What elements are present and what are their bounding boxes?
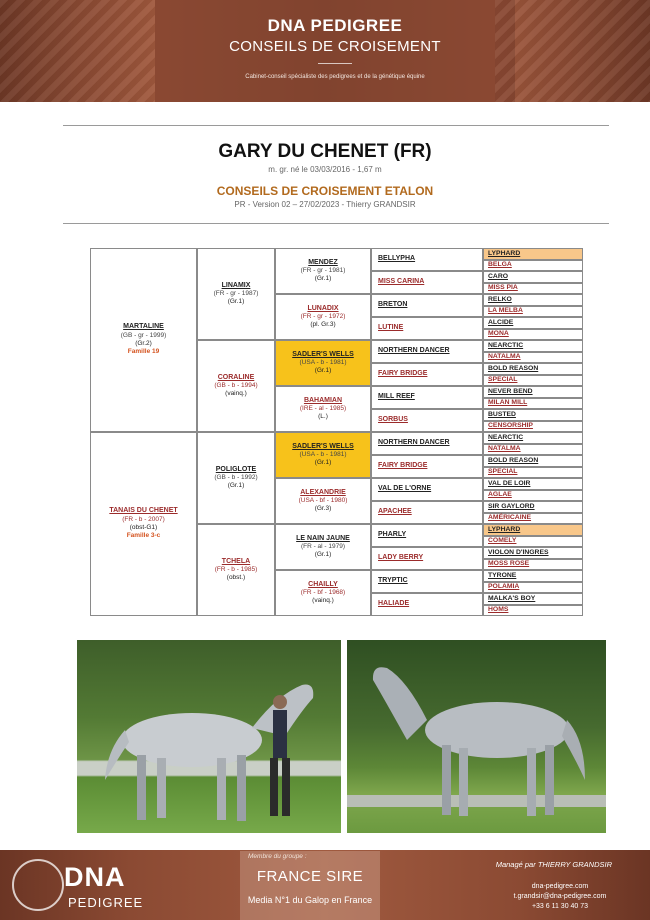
horse-detail: (FR - b - 1985) [214, 566, 258, 574]
horse-grade: (vainq.) [312, 597, 334, 605]
pedigree-cell-g2-0 [197, 248, 275, 340]
pedigree-cell-g3-3 [275, 386, 371, 432]
horse-family: Famille 19 [127, 348, 160, 356]
pedigree-cell-g5-24 [483, 524, 583, 536]
horse-name-cell: POLIGLOTE [215, 465, 257, 473]
pedigree-cell-g5-23 [483, 513, 583, 525]
bottom-divider [63, 223, 609, 224]
pedigree-cell-g2-2 [197, 432, 275, 524]
email-link[interactable]: t.grandsir@dna-pedigree.com [513, 893, 607, 900]
pedigree-cell-g4-14 [371, 570, 483, 593]
horse-name-cell: MILL REEF [378, 393, 415, 401]
horse-grade: (obst-G1) [129, 524, 158, 532]
pedigree-cell-g4-7 [371, 409, 483, 432]
pedigree-cell-g5-18 [483, 455, 583, 467]
pedigree-cell-g5-27 [483, 559, 583, 571]
pedigree-cell-g5-2 [483, 271, 583, 283]
horse-name-cell: VAL DE LOIR [488, 479, 531, 487]
horse-name-cell: BELLYPHA [378, 255, 416, 263]
horse-name-cell: CORALINE [217, 373, 255, 381]
pedigree-cell-g2-3 [197, 524, 275, 616]
horse-name-cell: BRETON [378, 301, 408, 309]
horse-name-cell: SADLER'S WELLS [292, 442, 354, 450]
top-divider [63, 125, 609, 126]
horse-name-cell: SORBUS [378, 416, 408, 424]
pedigree-cell-g4-15 [371, 593, 483, 616]
horse-name-cell: MOSS ROSE [488, 560, 530, 567]
pedigree-cell-g4-3 [371, 317, 483, 340]
horse-name-cell: TYRONE [488, 571, 517, 579]
horse-name-cell: MISS PIA [488, 284, 518, 291]
horse-detail: (USA - b - 1981) [299, 359, 347, 367]
horse-grade: (Gr.1) [314, 367, 332, 375]
horse-name-cell: TCHELA [221, 557, 251, 565]
horse-name-cell: MENDEZ [308, 258, 338, 266]
pedigree-cell-g5-7 [483, 329, 583, 341]
pedigree-cell-g4-4 [371, 340, 483, 363]
pedigree-cell-g5-17 [483, 444, 583, 456]
horse-name-cell: BUSTED [488, 410, 516, 418]
horse-name-cell: MALKA'S BOY [488, 594, 536, 602]
pedigree-cell-g5-1 [483, 260, 583, 272]
pedigree-cell-g5-28 [483, 570, 583, 582]
horse-photo-left [77, 640, 341, 833]
horse-name-cell: BOLD REASON [488, 364, 539, 372]
horse-name-cell: LUTINE [378, 324, 404, 332]
pedigree-cell-g4-6 [371, 386, 483, 409]
horse-name: GARY DU CHENET (FR) [218, 141, 432, 162]
pedigree-cell-g3-4 [275, 432, 371, 478]
horse-grade: (Gr.1) [314, 275, 332, 283]
horse-name-cell: NATALMA [488, 353, 521, 360]
horse-grade: (Gr.1) [314, 551, 332, 559]
horse-name-cell: NORTHERN DANCER [378, 347, 450, 355]
horse-name-cell: MILAN MILL [488, 399, 528, 406]
phone-number: +33 6 11 30 40 73 [531, 903, 589, 910]
horse-grade: (Gr.3) [314, 505, 332, 513]
brand-name: DNA PEDIGREE [267, 16, 403, 35]
horse-detail: (FR - b - 2007) [122, 516, 165, 524]
horse-name-cell: RELKO [488, 295, 512, 303]
pedigree-cell-g5-9 [483, 352, 583, 364]
france-sire-logo[interactable]: FRANCE SIRE [256, 868, 364, 885]
pedigree-cell-g5-20 [483, 478, 583, 490]
horse-name-cell: LYPHARD [488, 249, 521, 257]
pedigree-cell-g5-0 [483, 248, 583, 260]
horse-name-cell: TANAIS DU CHENET [109, 507, 178, 515]
pedigree-cell-g2-1 [197, 340, 275, 432]
pedigree-cell-g5-21 [483, 490, 583, 502]
horse-grade: (vainq.) [225, 390, 247, 398]
pedigree-cell-g5-8 [483, 340, 583, 352]
horse-name-cell: FAIRY BRIDGE [378, 462, 428, 470]
managed-by: Managé par THIERRY GRANDSIR [495, 860, 612, 869]
horse-name-cell: LADY BERRY [378, 554, 424, 562]
horse-name-cell: VAL DE L'ORNE [378, 485, 432, 493]
horse-detail: (GB - b - 1994) [214, 382, 258, 390]
horse-detail: (FR - gr - 1981) [300, 267, 346, 275]
pedigree-cell-g5-6 [483, 317, 583, 329]
france-sire-tagline: Media N°1 du Galop en France [247, 895, 373, 905]
horse-name-cell: LUNADIX [307, 304, 339, 312]
pedigree-cell-g5-26 [483, 547, 583, 559]
horse-grade: (Gr.1) [227, 482, 245, 490]
header-photo-left [0, 0, 155, 102]
pedigree-cell-g4-9 [371, 455, 483, 478]
pedigree-cell-g3-5 [275, 478, 371, 524]
horse-name-cell: NEARCTIC [488, 341, 524, 349]
pedigree-cell-g1-0 [90, 248, 197, 432]
horse-family: Famille 3-c [126, 532, 161, 540]
pedigree-cell-g4-1 [371, 271, 483, 294]
pedigree-cell-g4-2 [371, 294, 483, 317]
horse-grade: (pl. Gr.3) [310, 321, 336, 329]
website-link[interactable]: dna-pedigree.com [531, 883, 589, 890]
pedigree-cell-g5-30 [483, 593, 583, 605]
brand-tagline: Cabinet-conseil spécialiste des pedigrees et de la génétique équine [245, 74, 425, 80]
horse-name-cell: NEVER BEND [488, 387, 533, 395]
pedigree-cell-g4-12 [371, 524, 483, 547]
horse-detail: (USA - b - 1981) [299, 451, 347, 459]
pedigree-cell-g5-4 [483, 294, 583, 306]
header-photo-right [495, 0, 650, 102]
pedigree-cell-g4-0 [371, 248, 483, 271]
pedigree-cell-g1-1 [90, 432, 197, 616]
horse-name-cell: AMÉRICAINE [488, 514, 532, 521]
horse-name-cell: ALEXANDRIE [300, 488, 346, 496]
pedigree-cell-g4-5 [371, 363, 483, 386]
pedigree-cell-g3-7 [275, 570, 371, 616]
horse-head-logo-icon [12, 859, 64, 911]
pedigree-cell-g5-15 [483, 421, 583, 433]
document-version: PR - Version 02 – 27/02/2023 - Thierry GRANDSIR [234, 200, 416, 209]
horse-name-cell: NEARCTIC [488, 433, 524, 441]
pedigree-cell-g5-29 [483, 582, 583, 594]
horse-name-cell: SADLER'S WELLS [292, 350, 354, 358]
horse-name-cell: MISS CARINA [378, 278, 425, 286]
horse-name-cell: PHARLY [378, 531, 407, 539]
horse-grade: (Gr.1) [314, 459, 332, 467]
pedigree-cell-g5-19 [483, 467, 583, 479]
horse-detail: (FR - gr - 1987) [213, 290, 259, 298]
horse-name-cell: HALIADE [378, 600, 410, 608]
pedigree-table [90, 248, 583, 616]
pedigree-cell-g3-0 [275, 248, 371, 294]
horse-name-cell: TRYPTIC [378, 577, 408, 585]
horse-name-cell: NATALMA [488, 445, 521, 452]
horse-detail: (FR - gr - 1972) [300, 313, 346, 321]
horse-name-cell: ALCIDE [488, 318, 514, 326]
pedigree-cell-g5-31 [483, 605, 583, 617]
horse-silhouette-walking [77, 640, 341, 833]
horse-name-cell: CARO [488, 272, 509, 280]
footer-logo-pedigree: PEDIGREE [68, 895, 144, 910]
pedigree-cell-g5-3 [483, 283, 583, 295]
horse-detail: (GB - gr - 1999) [120, 332, 167, 340]
brand-subtitle: CONSEILS DE CROISEMENT [229, 38, 441, 55]
horse-name-cell: COMELY [488, 537, 517, 544]
pedigree-cell-g5-12 [483, 386, 583, 398]
horse-name-cell: FAIRY BRIDGE [378, 370, 428, 378]
horse-name-cell: BELGA [488, 261, 512, 268]
brand-divider [318, 63, 352, 64]
document-title: CONSEILS DE CROISEMENT ETALON [216, 184, 434, 198]
pedigree-cell-g5-11 [483, 375, 583, 387]
horse-name-cell: BAHAMIAN [303, 396, 343, 404]
horse-grade: (Gr.1) [227, 298, 245, 306]
horse-name-cell: LYPHARD [488, 525, 521, 533]
horse-name-cell: MONA [488, 330, 509, 337]
pedigree-cell-g4-10 [371, 478, 483, 501]
horse-grade: (Gr.2) [135, 340, 152, 348]
horse-detail: (FR - bf - 1968) [300, 589, 346, 597]
horse-name-cell: HOMS [488, 606, 509, 613]
horse-name-cell: BOLD REASON [488, 456, 539, 464]
horse-detail: (FR - al - 1979) [300, 543, 346, 551]
horse-name-cell: SIR GAYLORD [488, 502, 535, 510]
horse-name-cell: NORTHERN DANCER [378, 439, 450, 447]
horse-name-cell: LINAMIX [221, 281, 251, 289]
member-label: Membre du groupe : [248, 853, 307, 860]
pedigree-cell-g5-16 [483, 432, 583, 444]
footer-logo-dna: DNA [64, 862, 126, 892]
pedigree-cell-g5-25 [483, 536, 583, 548]
horse-grade: (obst.) [226, 574, 246, 582]
horse-name-cell: AGLAE [488, 491, 512, 498]
horse-detail: (GB - b - 1992) [214, 474, 258, 482]
pedigree-cell-g5-10 [483, 363, 583, 375]
horse-name-cell: APACHEE [378, 508, 412, 516]
pedigree-cell-g3-2 [275, 340, 371, 386]
horse-name-cell: SPECIAL [488, 468, 518, 475]
horse-photo-right [347, 640, 606, 833]
horse-name-cell: VIOLON D'INGRES [488, 548, 549, 556]
horse-name-cell: POLAMIA [488, 583, 520, 590]
horse-name-cell: SPECIAL [488, 376, 518, 383]
horse-name-cell: LA MELBA [488, 307, 523, 314]
pedigree-cell-g4-13 [371, 547, 483, 570]
france-sire-panel [240, 851, 380, 920]
pedigree-cell-g5-5 [483, 306, 583, 318]
horse-details: m. gr. né le 03/03/2016 - 1,67 m [268, 165, 382, 174]
horse-name-cell: MARTALINE [123, 323, 164, 331]
horse-grade: (L.) [318, 413, 328, 421]
horse-name-cell: LE NAIN JAUNE [296, 534, 350, 542]
horse-silhouette-standing [347, 640, 606, 833]
horse-detail: (USA - bf - 1980) [298, 497, 348, 505]
horse-detail: (IRE - al - 1985) [299, 405, 347, 413]
pedigree-cell-g4-8 [371, 432, 483, 455]
pedigree-cell-g4-11 [371, 501, 483, 524]
pedigree-cell-g5-14 [483, 409, 583, 421]
horse-name-cell: CENSORSHIP [488, 422, 533, 429]
pedigree-cell-g3-1 [275, 294, 371, 340]
pedigree-cell-g5-22 [483, 501, 583, 513]
pedigree-cell-g5-13 [483, 398, 583, 410]
pedigree-cell-g3-6 [275, 524, 371, 570]
horse-name-cell: CHAILLY [308, 580, 338, 588]
